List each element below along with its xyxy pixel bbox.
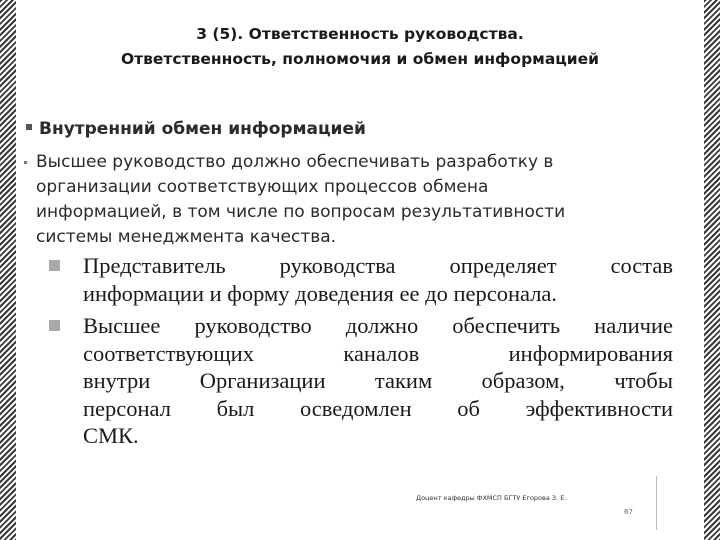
square-bullet-icon xyxy=(26,124,32,130)
bullet-item-line: Высшее руководство должно обеспечить наличие xyxy=(83,313,673,338)
footer-author: Доцент кафедры ФХМСП БГТУ Егорова З. Е. xyxy=(416,494,567,502)
slide-title xyxy=(60,22,660,72)
left-hatch-border xyxy=(0,0,16,540)
section-heading-text: Внутренний обмен информацией xyxy=(39,119,366,139)
title-line-1: 3 (5). Ответственность руководства. xyxy=(196,25,524,43)
bullet-item-1 xyxy=(83,252,673,307)
bullet-item-line: Представитель руководства определяет состав xyxy=(83,253,673,278)
bullet-item-line: СМК. xyxy=(83,423,139,448)
paragraph-line: организации соответствующих процессов обмена xyxy=(36,177,489,197)
paragraph-line: информацией, в том числе по вопросам результативности xyxy=(36,202,566,222)
dot-bullet-icon xyxy=(24,161,27,164)
section-heading xyxy=(26,119,366,139)
paragraph xyxy=(36,150,676,250)
bullet-item-line: внутри Организации таким образом, чтобы xyxy=(83,368,673,393)
square-bullet-icon xyxy=(49,260,60,271)
paragraph-line: Высшее руководство должно обеспечивать разработку в xyxy=(36,152,554,172)
bullet-item-line: персонал был осведомлен об эффективности xyxy=(83,395,673,421)
divider-line xyxy=(656,476,657,530)
square-bullet-icon xyxy=(49,320,60,331)
page-number: 67 xyxy=(624,508,633,516)
bullet-item-line: информации и форму доведения ее до персонала. xyxy=(83,280,558,306)
right-hatch-border xyxy=(704,0,720,540)
bullet-item-line: соответствующих каналов информирования xyxy=(83,340,673,366)
bullet-item-2 xyxy=(83,312,673,450)
title-line-2: Ответственность, полномочия и обмен информацией xyxy=(120,50,600,68)
paragraph-line: системы менеджмента качества. xyxy=(36,227,337,247)
